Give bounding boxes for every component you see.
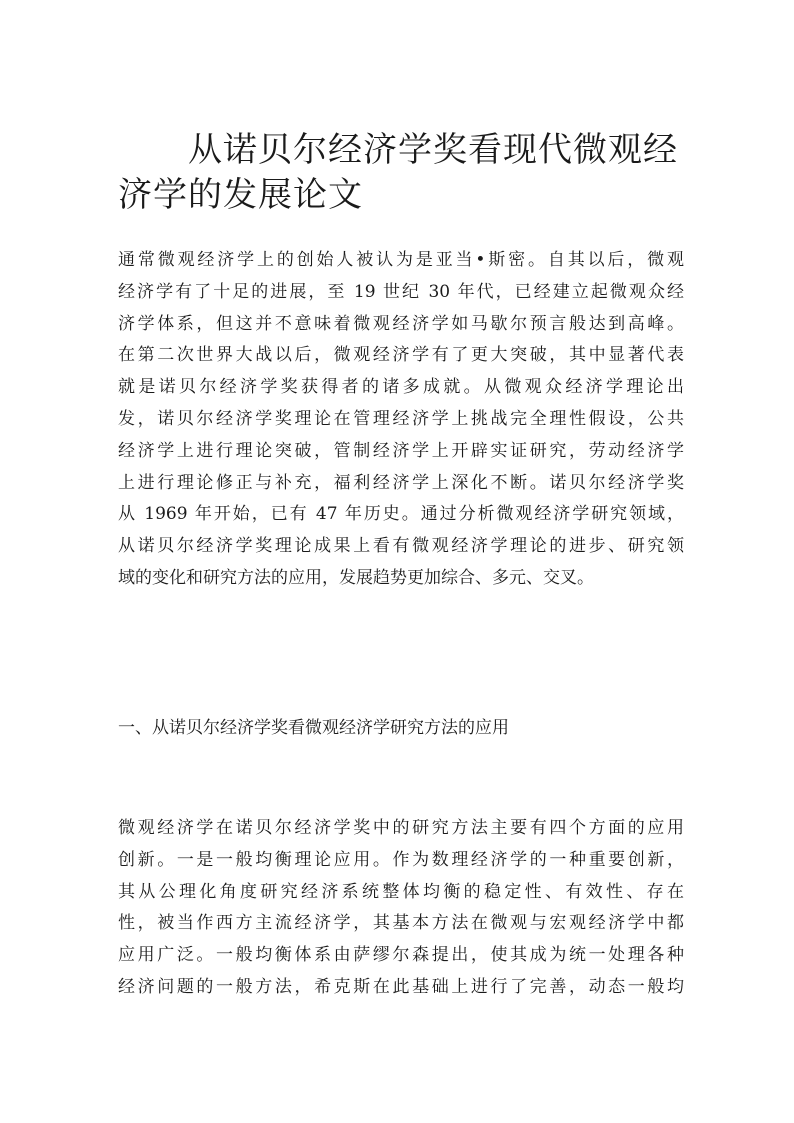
paragraph-line: 经济学有了十足的进展，至 19 世纪 30 年代，已经建立起微观众经: [118, 281, 684, 302]
paragraph-line: 创新。一是一般均衡理论应用。作为数理经济学的一种重要创新，: [118, 849, 684, 870]
paragraph-line: 发，诺贝尔经济学奖理论在管理经济学上挑战完全理性假设，公共: [118, 408, 684, 429]
paragraph-line: 在第二次世界大战以后，微观经济学有了更大突破，其中显著代表: [118, 345, 684, 366]
paragraph-line: 就是诺贝尔经济学奖获得者的诸多成就。从微观众经济学理论出: [118, 377, 684, 398]
paragraph-line: 域的变化和研究方法的应用，发展趋势更加综合、多元、交叉。: [118, 567, 594, 588]
paragraph-line: 上进行理论修正与补充，福利经济学上深化不断。诺贝尔经济学奖: [118, 472, 684, 493]
methods-paragraph: [118, 813, 684, 1004]
paragraph-line: 其从公理化角度研究经济系统整体均衡的稳定性、有效性、存在: [118, 881, 684, 902]
paragraph-line: 通常微观经济学上的创始人被认为是亚当•斯密。自其以后，微观: [118, 250, 684, 270]
paragraph-line: 从 1969 年开始，已有 47 年历史。通过分析微观经济学研究领域，: [118, 504, 684, 525]
intro-paragraph: [118, 245, 684, 595]
paragraph-line: 济学体系，但这并不意味着微观经济学如马歇尔预言般达到高峰。: [118, 313, 684, 334]
paragraph-line: 经济学上进行理论突破，管制经济学上开辟实证研究，劳动经济学: [118, 440, 684, 461]
paragraph-line: 从诺贝尔经济学奖理论成果上看有微观经济学理论的进步、研究领: [118, 536, 684, 557]
section-heading-text: 一、从诺贝尔经济学奖看微观经济学研究方法的应用: [118, 718, 509, 738]
document-title: 从诺贝尔经济学奖看现代微观经济学的发展论文: [118, 130, 678, 215]
paragraph-line: 微观经济学在诺贝尔经济学奖中的研究方法主要有四个方面的应用: [118, 818, 684, 838]
section-heading: [118, 713, 684, 745]
paragraph-line: 应用广泛。一般均衡体系由萨缪尔森提出，使其成为统一处理各种: [118, 945, 684, 966]
paragraph-line: 性，被当作西方主流经济学，其基本方法在微观与宏观经济学中都: [118, 913, 684, 934]
paragraph-line: 经济问题的一般方法，希克斯在此基础上进行了完善，动态一般均: [118, 976, 684, 997]
